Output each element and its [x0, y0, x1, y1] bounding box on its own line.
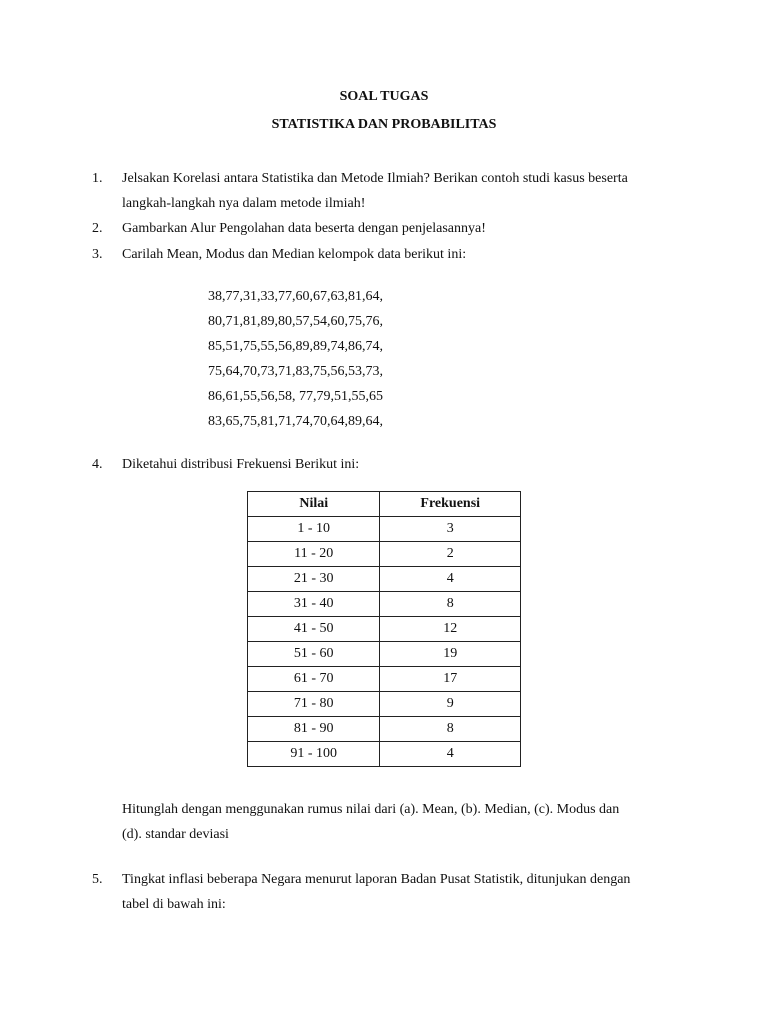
cell-frekuensi: 19 — [380, 642, 521, 667]
question-1-number: 1. — [92, 171, 103, 186]
header-frekuensi: Frekuensi — [380, 492, 521, 517]
cell-nilai: 11 - 20 — [248, 542, 380, 567]
cell-frekuensi: 2 — [380, 542, 521, 567]
data-line-2: 80,71,81,89,80,57,54,60,75,76, — [208, 314, 383, 329]
question-5-text — [122, 867, 682, 917]
question-5-line-2: tabel di bawah ini: — [122, 897, 226, 912]
data-line-4: 75,64,70,73,71,83,75,56,53,73, — [208, 364, 383, 379]
page-subtitle: STATISTIKA DAN PROBABILITAS — [271, 117, 497, 132]
cell-frekuensi: 8 — [380, 592, 521, 617]
header-nilai: Nilai — [248, 492, 380, 517]
table-header-row — [248, 492, 521, 517]
question-5-line-1: Tingkat inflasi beberapa Negara menurut laporan Badan Pusat Statistik, ditunjukan dengan — [122, 872, 631, 887]
table-row — [248, 617, 521, 642]
data-line-6: 83,65,75,81,71,74,70,64,89,64, — [208, 414, 383, 429]
table-row — [248, 717, 521, 742]
cell-nilai: 61 - 70 — [248, 667, 380, 692]
cell-frekuensi: 17 — [380, 667, 521, 692]
data-line-3: 85,51,75,55,56,89,89,74,86,74, — [208, 339, 383, 354]
question-2-text: Gambarkan Alur Pengolahan data beserta dengan penjelasannya! — [122, 221, 486, 236]
cell-frekuensi: 12 — [380, 617, 521, 642]
question-3-number: 3. — [92, 247, 103, 262]
table-row — [248, 642, 521, 667]
table-instruction — [122, 797, 682, 847]
cell-nilai: 31 - 40 — [248, 592, 380, 617]
table-row — [248, 567, 521, 592]
cell-nilai: 21 - 30 — [248, 567, 380, 592]
cell-nilai: 91 - 100 — [248, 742, 380, 767]
cell-nilai: 1 - 10 — [248, 517, 380, 542]
cell-nilai: 71 - 80 — [248, 692, 380, 717]
question-2-number: 2. — [92, 221, 103, 236]
table-row — [248, 592, 521, 617]
question-1-text — [122, 166, 682, 216]
question-4-text: Diketahui distribusi Frekuensi Berikut ini: — [122, 457, 360, 472]
instruction-line-1: Hitunglah dengan menggunakan rumus nilai dari (a). Mean, (b). Median, (c). Modus dan — [122, 802, 620, 817]
cell-frekuensi: 3 — [380, 517, 521, 542]
data-line-5: 86,61,55,56,58, 77,79,51,55,65 — [208, 389, 383, 404]
table-row — [248, 742, 521, 767]
data-line-1: 38,77,31,33,77,60,67,63,81,64, — [208, 289, 383, 304]
cell-frekuensi: 4 — [380, 567, 521, 592]
frequency-table — [247, 491, 521, 767]
cell-frekuensi: 4 — [380, 742, 521, 767]
cell-nilai: 41 - 50 — [248, 617, 380, 642]
cell-frekuensi: 9 — [380, 692, 521, 717]
question-4-number: 4. — [92, 457, 103, 472]
cell-frekuensi: 8 — [380, 717, 521, 742]
page-title: SOAL TUGAS — [339, 89, 429, 104]
table-row — [248, 517, 521, 542]
question-1-line-2: langkah-langkah nya dalam metode ilmiah! — [122, 196, 366, 211]
table-row — [248, 692, 521, 717]
instruction-line-2: (d). standar deviasi — [122, 827, 229, 842]
question-3-text: Carilah Mean, Modus dan Median kelompok data berikut ini: — [122, 247, 467, 262]
question-5-number: 5. — [92, 872, 103, 887]
table-row — [248, 667, 521, 692]
cell-nilai: 51 - 60 — [248, 642, 380, 667]
table-row — [248, 542, 521, 567]
cell-nilai: 81 - 90 — [248, 717, 380, 742]
question-1-line-1: Jelsakan Korelasi antara Statistika dan Metode Ilmiah? Berikan contoh studi kasus beserta — [122, 171, 628, 186]
